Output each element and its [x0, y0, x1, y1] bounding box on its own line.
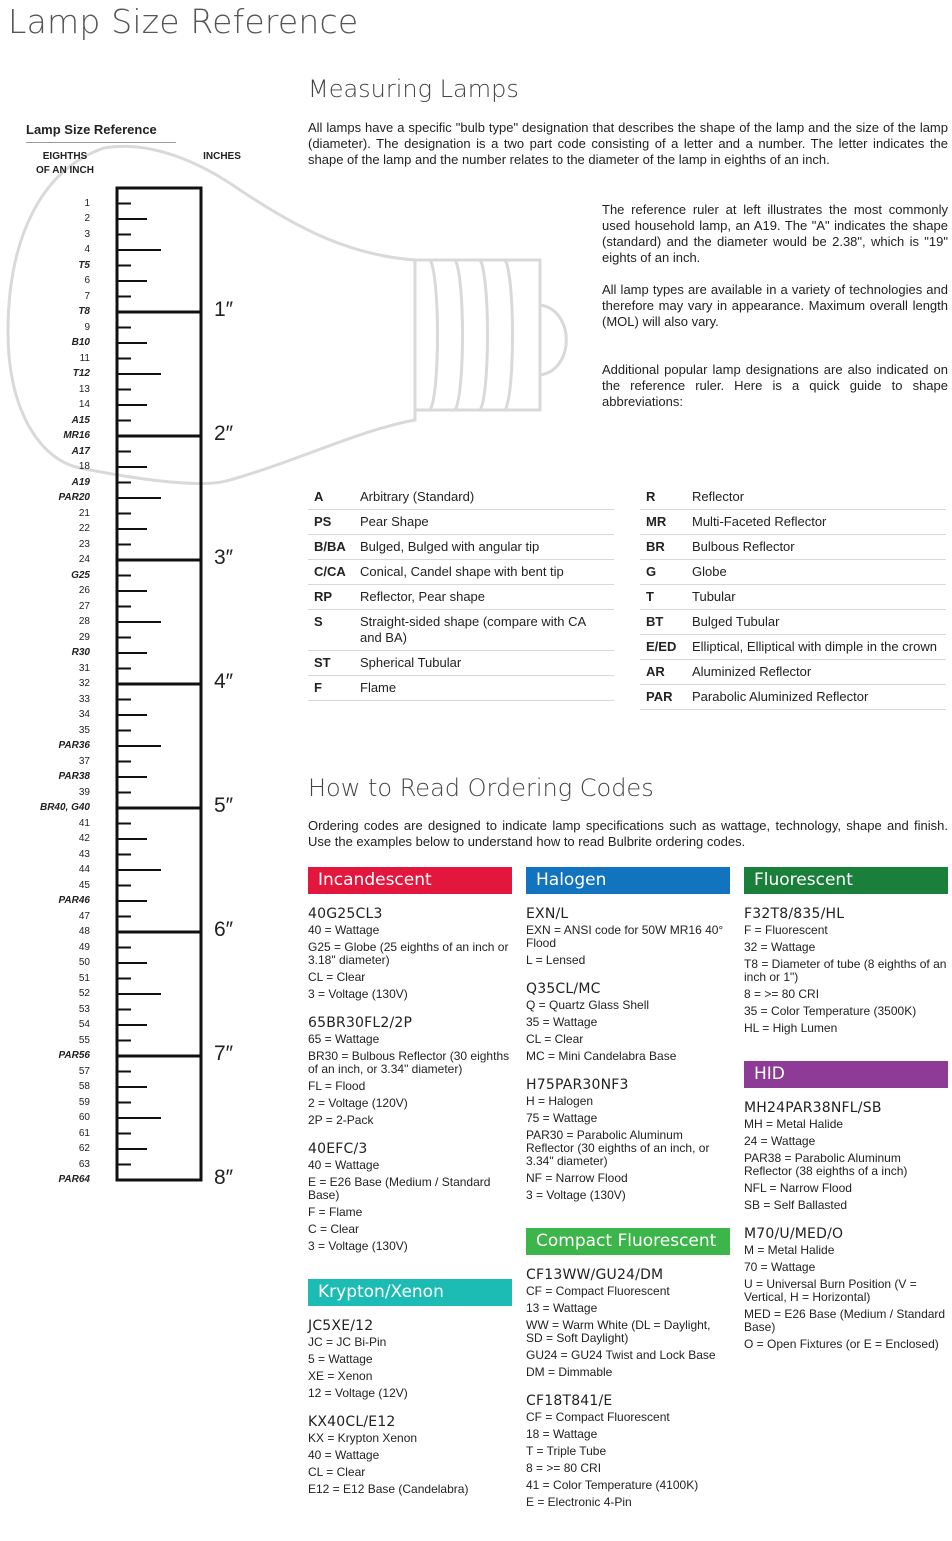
ordering-code-part: F = Fluorescent — [744, 923, 828, 937]
abbr-description: Reflector, Pear shape — [360, 589, 486, 604]
ordering-code-part: 3 = Voltage (130V) — [308, 987, 408, 1001]
ruler-label-7: 7 — [84, 290, 90, 302]
ruler-label-18: 18 — [78, 461, 90, 472]
ordering-column-1 — [308, 867, 512, 1510]
ordering-code-part: 40 = Wattage — [308, 1448, 380, 1462]
ruler-label-60: 60 — [78, 1112, 90, 1123]
ordering-code: MH24PAR38NFL/SB — [744, 1100, 882, 1116]
ordering-code-part: 2 = Voltage (120V) — [308, 1096, 408, 1110]
ordering-example — [526, 981, 730, 1063]
ordering-code-part: 2P = 2-Pack — [308, 1113, 374, 1127]
ordering-code-part: CF = Compact Fluorescent — [526, 1410, 670, 1424]
ruler-label-27: 27 — [78, 600, 90, 612]
ordering-code-part: Q = Quartz Glass Shell — [526, 998, 650, 1012]
ordering-code-part: L = Lensed — [526, 953, 586, 967]
ordering-code: M70/U/MED/O — [744, 1226, 844, 1242]
ordering-code-part: 65 = Wattage — [308, 1032, 380, 1046]
ordering-code-part: O = Open Fixtures (or E = Enclosed) — [744, 1337, 939, 1351]
abbr-code: AR — [646, 664, 665, 679]
ordering-code: KX40CL/E12 — [308, 1414, 396, 1430]
inch-label-7: 7″ — [214, 1042, 234, 1065]
ordering-code-part: BR30 = Bulbous Reflector (30 eighths of an inch, or 3.34" diameter) — [308, 1049, 510, 1076]
abbr-description: Reflector — [692, 489, 745, 504]
abbr-row-par — [640, 685, 946, 710]
ordering-code-part: MH = Metal Halide — [744, 1117, 844, 1131]
ordering-column-3 — [744, 867, 948, 1365]
ordering-code: 65BR30FL2/2P — [308, 1015, 413, 1031]
ordering-code-part: G25 = Globe (25 eighths of an inch or 3.18" diameter) — [308, 940, 509, 967]
abbr-code: ST — [314, 655, 331, 670]
abbr-description: Conical, Candel shape with bent tip — [360, 564, 564, 579]
inches-header: INCHES — [203, 151, 241, 162]
ruler-label-41: 41 — [78, 817, 90, 829]
ruler-label-21: 21 — [78, 507, 90, 519]
measuring-intro: All lamps have a specific "bulb type" designation that describes the shape of the lamp and the size of the lamp (diameter). The designation is a two part code consisting of a letter and a number. The letter indicates the shape of the lamp and the number relates to the diameter of the lamp in eighths of an inch. — [308, 120, 948, 167]
category-header: Incandescent — [308, 867, 512, 894]
inch-label-3: 3″ — [214, 546, 234, 569]
abbr-code: MR — [646, 514, 667, 529]
category-header: Krypton/Xenon — [308, 1279, 512, 1306]
ordering-code-part: CF = Compact Fluorescent — [526, 1284, 670, 1298]
ordering-example — [308, 1318, 512, 1400]
abbr-row-ps — [308, 510, 614, 535]
ordering-code-part: T8 = Diameter of tube (8 eighths of an inch or 1") — [744, 957, 947, 984]
ordering-code-part: MED = E26 Base (Medium / Standard Base) — [744, 1307, 946, 1334]
ordering-example — [526, 906, 730, 967]
abbr-code: BR — [646, 539, 665, 554]
ordering-example — [526, 1393, 730, 1509]
ruler-label-24: 24 — [78, 554, 90, 565]
abbr-description: Spherical Tubular — [360, 655, 462, 670]
ordering-heading: How to Read Ordering Codes — [308, 774, 654, 802]
ruler-label-par38: PAR38 — [58, 771, 90, 782]
category-compact-fluorescent — [526, 1228, 730, 1509]
inch-label-4: 4″ — [214, 670, 234, 693]
abbr-row-f — [308, 676, 614, 701]
ordering-code-part: 75 = Wattage — [526, 1111, 598, 1125]
abbr-code: F — [314, 680, 322, 695]
abbr-row-b-ba — [308, 535, 614, 560]
ordering-example — [744, 1226, 948, 1351]
ruler-label-53: 53 — [78, 1003, 90, 1015]
ruler-label-32: 32 — [78, 678, 90, 689]
ruler-label-39: 39 — [78, 786, 90, 798]
ordering-code-part: FL = Flood — [308, 1079, 366, 1093]
ruler-label-45: 45 — [78, 879, 90, 891]
inch-label-5: 5″ — [214, 794, 234, 817]
category-header: Fluorescent — [744, 867, 948, 894]
ruler-label-br40-g40: BR40, G40 — [39, 802, 90, 813]
ordering-code-part: 8 = >= 80 CRI — [526, 1461, 602, 1475]
ruler-label-par36: PAR36 — [58, 740, 90, 751]
ordering-code-part: 32 = Wattage — [744, 940, 816, 954]
ruler-label-61: 61 — [78, 1127, 90, 1139]
ruler-label-47: 47 — [78, 910, 90, 922]
ordering-code: Q35CL/MC — [526, 981, 601, 997]
page-title: Lamp Size Reference — [8, 2, 359, 41]
ordering-code-part: 40 = Wattage — [308, 1158, 380, 1172]
ordering-example — [526, 1077, 730, 1202]
ruler-label-t12: T12 — [72, 368, 90, 379]
ordering-example — [744, 906, 948, 1035]
ruler-label-a17: A17 — [71, 445, 90, 457]
ruler-label-62: 62 — [78, 1143, 90, 1154]
ordering-code-part: JC = JC Bi-Pin — [308, 1335, 387, 1349]
abbr-description: Bulbous Reflector — [692, 539, 795, 554]
ordering-code-part: GU24 = GU24 Twist and Lock Base — [526, 1348, 716, 1362]
abbr-description: Bulged, Bulged with angular tip — [360, 539, 540, 554]
abbr-row-s — [308, 610, 614, 651]
ruler-label-34: 34 — [78, 709, 90, 720]
ruler-label-63: 63 — [78, 1158, 90, 1170]
abbr-row-a — [308, 485, 614, 510]
ordering-example — [308, 1015, 512, 1127]
abbr-row-e-ed — [640, 635, 946, 660]
abbr-description: Globe — [692, 564, 727, 579]
abbr-code: BT — [646, 614, 664, 629]
ordering-code-part: PAR38 = Parabolic Aluminum Reflector (38 eighths of a inch) — [744, 1151, 908, 1178]
abbr-row-g — [640, 560, 946, 585]
category-fluorescent — [744, 867, 948, 1035]
ruler-label-par20: PAR20 — [58, 492, 90, 503]
ruler-label-42: 42 — [78, 833, 90, 844]
abbr-code: A — [314, 489, 324, 504]
ordering-code-part: 24 = Wattage — [744, 1134, 816, 1148]
ruler-label-22: 22 — [78, 523, 90, 534]
ruler-label-4: 4 — [84, 244, 90, 255]
ruler-label-13: 13 — [78, 383, 90, 395]
ordering-code-part: T = Triple Tube — [526, 1444, 607, 1458]
ruler-label-t5: T5 — [78, 259, 90, 271]
ordering-code-part: 41 = Color Temperature (4100K) — [526, 1478, 699, 1492]
ordering-code-part: MC = Mini Candelabra Base — [526, 1049, 677, 1063]
ruler-label-par46: PAR46 — [58, 895, 90, 906]
ruler-label-31: 31 — [78, 662, 90, 674]
ruler-label-29: 29 — [78, 631, 90, 643]
abbr-code: PAR — [646, 689, 673, 704]
ordering-code-part: H = Halogen — [526, 1094, 594, 1108]
ruler-label-3: 3 — [84, 228, 90, 240]
inch-label-1: 1″ — [214, 298, 234, 321]
ordering-code-part: 35 = Color Temperature (3500K) — [744, 1004, 917, 1018]
ruler-label-48: 48 — [78, 926, 90, 937]
ruler-label-9: 9 — [84, 321, 90, 333]
ordering-code-part: 13 = Wattage — [526, 1301, 598, 1315]
abbr-row-c-ca — [308, 560, 614, 585]
ordering-example — [308, 906, 512, 1001]
ruler-label-par56: PAR56 — [58, 1050, 90, 1061]
shape-abbr-table-right — [640, 485, 946, 710]
eighths-header: EIGHTHS OF AN INCH — [36, 151, 94, 176]
ruler-label-6: 6 — [84, 275, 90, 286]
ordering-code-part: U = Universal Burn Position (V = Vertical, H = Horizontal) — [744, 1277, 917, 1304]
ordering-code-part: E12 = E12 Base (Candelabra) — [308, 1482, 469, 1496]
ordering-code-part: 5 = Wattage — [308, 1352, 373, 1366]
abbr-description: Aluminized Reflector — [692, 664, 812, 679]
abbr-row-bt — [640, 610, 946, 635]
ruler-label-37: 37 — [78, 755, 90, 767]
ordering-code: 40EFC/3 — [308, 1141, 368, 1157]
ruler-area — [0, 110, 300, 1210]
abbr-description: Bulged Tubular — [692, 614, 780, 629]
ordering-code-part: HL = High Lumen — [744, 1021, 838, 1035]
ruler-label-33: 33 — [78, 693, 90, 705]
ordering-example — [308, 1414, 512, 1496]
ordering-code: EXN/L — [526, 906, 569, 922]
ruler-label-g25: G25 — [71, 569, 90, 581]
abbr-row-mr — [640, 510, 946, 535]
ordering-code-part: CL = Clear — [308, 1465, 366, 1479]
ordering-code-part: WW = Warm White (DL = Daylight, SD = Soft Daylight) — [526, 1318, 711, 1345]
ruler-label-26: 26 — [78, 585, 90, 596]
ordering-code: 40G25CL3 — [308, 906, 383, 922]
category-header: Compact Fluorescent — [526, 1228, 730, 1255]
ruler-label-a19: A19 — [71, 476, 90, 488]
category-header: Halogen — [526, 867, 730, 894]
ordering-code-part: M = Metal Halide — [744, 1243, 835, 1257]
ruler-label-14: 14 — [78, 399, 90, 410]
abbr-description: Parabolic Aluminized Reflector — [692, 689, 869, 704]
ruler-label-11: 11 — [79, 352, 90, 364]
abbr-description: Tubular — [692, 589, 736, 604]
abbr-code: RP — [314, 589, 333, 604]
inch-label-6: 6″ — [214, 918, 234, 941]
abbr-code: B/BA — [314, 539, 346, 554]
abbr-row-ar — [640, 660, 946, 685]
ruler-label-2: 2 — [84, 213, 90, 224]
ordering-example — [526, 1267, 730, 1379]
ruler-label-52: 52 — [78, 988, 90, 999]
measuring-p3: Additional popular lamp designations are also indicated on the reference ruler. Here is a quick guide to shape abbreviations: — [602, 362, 948, 409]
ordering-code-part: 3 = Voltage (130V) — [526, 1188, 626, 1202]
abbr-description: Multi-Faceted Reflector — [692, 514, 827, 529]
ruler-label-23: 23 — [78, 538, 90, 550]
ordering-code: H75PAR30NF3 — [526, 1077, 629, 1093]
ruler-label-r30: R30 — [71, 647, 90, 658]
ordering-intro: Ordering codes are designed to indicate lamp specifications such as wattage, technology, shape and finish. Use the examples below to understand how to read Bulbrite ordering codes. — [308, 818, 948, 849]
ordering-code: F32T8/835/HL — [744, 906, 845, 922]
measuring-p1: The reference ruler at left illustrates the most commonly used household lamp, an A19. The "A" indicates the shape (standard) and the diameter would be 2.38", which is "19" eights of an inch. — [602, 202, 948, 265]
abbr-row-st — [308, 651, 614, 676]
ruler-label-mr16: MR16 — [63, 430, 90, 441]
ordering-code-part: E = E26 Base (Medium / Standard Base) — [308, 1175, 491, 1202]
ordering-code-part: C = Clear — [308, 1222, 360, 1236]
ordering-example — [744, 1100, 948, 1212]
ordering-code: CF13WW/GU24/DM — [526, 1267, 664, 1283]
ordering-code-part: EXN = ANSI code for 50W MR16 40° Flood — [526, 923, 724, 950]
ordering-code-part: CL = Clear — [308, 970, 366, 984]
abbr-code: E/ED — [646, 639, 677, 654]
abbr-row-r — [640, 485, 946, 510]
ruler-title: Lamp Size Reference — [26, 122, 157, 137]
ruler-label-58: 58 — [78, 1081, 90, 1092]
category-header: HID — [744, 1061, 948, 1088]
ordering-code: CF18T841/E — [526, 1393, 613, 1409]
abbr-code: R — [646, 489, 656, 504]
shape-abbr-table-left — [308, 485, 614, 701]
ordering-code-part: 40 = Wattage — [308, 923, 380, 937]
ruler-label-28: 28 — [78, 616, 90, 627]
ordering-code-part: 12 = Voltage (12V) — [308, 1386, 408, 1400]
ruler-label-par64: PAR64 — [58, 1174, 90, 1185]
ordering-code-part: PAR30 = Parabolic Aluminum Reflector (30 eighths of an inch, or 3.34" diameter) — [526, 1128, 710, 1168]
ruler-label-57: 57 — [78, 1065, 90, 1077]
ruler-label-51: 51 — [78, 972, 90, 984]
ordering-code-part: F = Flame — [308, 1205, 363, 1219]
abbr-code: C/CA — [314, 564, 346, 579]
abbr-description: Arbitrary (Standard) — [360, 489, 475, 504]
ruler-label-b10: B10 — [71, 337, 90, 348]
category-hid — [744, 1061, 948, 1351]
measuring-p2: All lamp types are available in a variety of technologies and therefore may vary in appearance. Maximum overall length (MOL) will also vary. — [602, 282, 948, 329]
ordering-code-part: DM = Dimmable — [526, 1365, 613, 1379]
abbr-description: Pear Shape — [360, 514, 429, 529]
ordering-code-part: 35 = Wattage — [526, 1015, 598, 1029]
abbr-code: PS — [314, 514, 332, 529]
ruler-label-55: 55 — [78, 1034, 90, 1046]
category-incandescent — [308, 867, 512, 1253]
ordering-code: JC5XE/12 — [308, 1318, 374, 1334]
ruler-label-1: 1 — [84, 197, 90, 209]
ruler-label-50: 50 — [78, 957, 90, 968]
abbr-code: T — [646, 589, 654, 604]
abbr-row-br — [640, 535, 946, 560]
ordering-code-part: 8 = >= 80 CRI — [744, 987, 820, 1001]
ordering-code-part: SB = Self Ballasted — [744, 1198, 848, 1212]
ordering-code-part: NFL = Narrow Flood — [744, 1181, 852, 1195]
ruler-label-43: 43 — [78, 848, 90, 860]
inch-label-2: 2″ — [214, 422, 234, 445]
ruler-label-59: 59 — [78, 1096, 90, 1108]
abbr-description: Elliptical, Elliptical with dimple in the crown — [692, 639, 937, 654]
abbr-row-rp — [308, 585, 614, 610]
abbr-row-t — [640, 585, 946, 610]
ruler-label-t8: T8 — [78, 306, 90, 317]
ruler-label-49: 49 — [78, 941, 90, 953]
ordering-code-part: E = Electronic 4-Pin — [526, 1495, 632, 1509]
ordering-code-part: CL = Clear — [526, 1032, 584, 1046]
abbr-description: Flame — [360, 680, 397, 695]
abbr-code: S — [314, 614, 323, 629]
inch-label-8: 8″ — [214, 1166, 234, 1189]
ordering-code-part: 18 = Wattage — [526, 1427, 598, 1441]
abbr-description: Straight-sided shape (compare with CA and BA) — [360, 614, 586, 645]
ruler-label-44: 44 — [78, 864, 90, 875]
ordering-code-part: NF = Narrow Flood — [526, 1171, 628, 1185]
ordering-code-part: 70 = Wattage — [744, 1260, 816, 1274]
ordering-column-2 — [526, 867, 730, 1523]
category-krypton-xenon — [308, 1279, 512, 1496]
ruler-label-35: 35 — [78, 724, 90, 736]
category-halogen — [526, 867, 730, 1202]
ruler-label-a15: A15 — [71, 414, 90, 426]
ordering-example — [308, 1141, 512, 1253]
measuring-heading: Measuring Lamps — [308, 75, 519, 103]
abbr-code: G — [646, 564, 657, 579]
ordering-code-part: KX = Krypton Xenon — [308, 1431, 418, 1445]
ordering-code-part: XE = Xenon — [308, 1369, 373, 1383]
ruler-label-54: 54 — [78, 1019, 90, 1030]
ordering-code-part: 3 = Voltage (130V) — [308, 1239, 408, 1253]
